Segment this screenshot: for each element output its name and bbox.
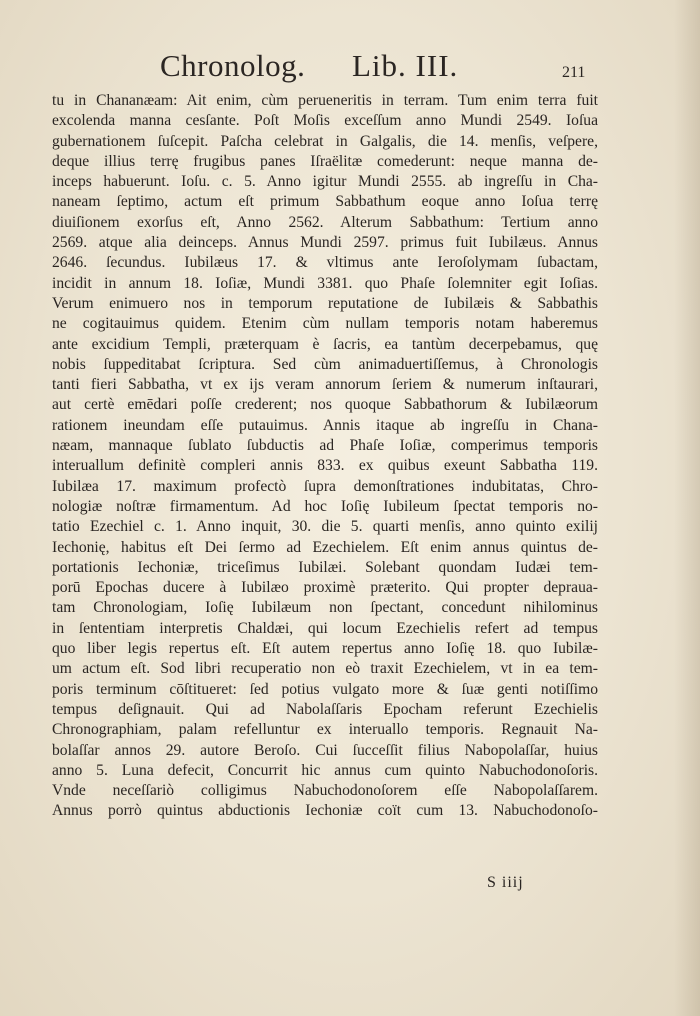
text-line: Vnde neceſſariò colligimus Nabuchodonoſorem eſſe Nabopolaſſarem.: [52, 782, 598, 800]
text-line: excolenda manna cesſante. Poſt Moſis exceſſum anno Mundi 2549. Ioſua: [52, 112, 598, 130]
text-line: Annus porrò quintus abductionis Iechoniæ coït cum 13. Nabuchodonoſo-: [52, 802, 598, 820]
page-number: 211: [562, 64, 586, 81]
text-line: incidit in annum 18. Ioſiæ, Mundi 3381. quo Phaſe ſolemniter egit Ioſias.: [52, 274, 598, 292]
text-line: poris terminum cōſtitueret: ſed potius vulgato more & ſuæ genti notiſſimo: [52, 680, 598, 698]
text-line: nologiæ noſtræ firmamentum. Ad hoc Ioſię Iubileum ſpectat temporis no-: [52, 497, 598, 515]
text-line: ne cogitauimus quidem. Etenim cùm nullam temporis notam haberemus: [52, 315, 598, 333]
text-line: porū Epochas ducere à Iubilæo proximè præterito. Qui propter deprauа-: [52, 579, 598, 597]
running-title: Chronolog.: [160, 48, 306, 83]
text-line: deque illius terrę frugibus panes Iſraëlitæ comederunt: neque manna de-: [52, 152, 598, 170]
text-line: aut certè emēdari poſſe crederent; nos quoque Sabbathorum & Iubilæorum: [52, 396, 598, 414]
text-line: bolaſſar annos 29. autore Beroſo. Cui ſucceſſit filius Nabopolaſſar, huius: [52, 741, 598, 759]
text-line: 2569. atque alia deinceps. Annus Mundi 2597. primus fuit Iubilæus. Annus: [52, 234, 598, 252]
text-line: anno 5. Luna defecit, Concurrit hic annus cum quinto Nabuchodonoſoris.: [52, 761, 598, 779]
text-line: interuallum definitè compleri annis 833. ex quibus exeunt Sabbatha 119.: [52, 457, 598, 475]
text-line: inceps habuerunt. Ioſu. c. 5. Anno igitur Mundi 2555. ab ingreſſu in Cha-: [52, 173, 598, 191]
text-line: rationem ineundam eſſe putauimus. Annis itaque ab ingreſſu in Chana-: [52, 416, 598, 434]
text-line: gubernationem ſuſcepit. Paſcha celebrat in Galgalis, die 14. menſis, veſpere,: [52, 132, 598, 150]
text-line: Iubilæa 17. maximum profectò ſupra demonſtrationes indubitatas, Chro-: [52, 477, 598, 495]
text-line: tu in Chananæam: Ait enim, cùm perueneritis in terram. Tum enim terra fuit: [52, 92, 598, 109]
text-line: tempus deſignauit. Qui ad Nabolaſſaris Epocham referunt Ezechielis: [52, 700, 598, 718]
book-number: Lib. III.: [352, 48, 459, 83]
text-line: in ſententiam interpretis Chaldæi, qui locum Ezechielis refert ad tempus: [52, 619, 598, 637]
signature-mark: S iiij: [487, 874, 524, 891]
text-line: tam Chronologiam, Ioſię Iubilæum non ſpectant, concedunt nihilominus: [52, 599, 598, 617]
text-line: tanti fieri Sabbatha, vt ex ijs veram annorum ſeriem & numerum inſtaurari,: [52, 376, 598, 394]
text-line: naneam ſeptimo, actum eſt primum Sabbathum eoque anno Ioſua terrę: [52, 193, 598, 211]
text-line: næam, mannaque ſublato ſubductis ad Phaſe Ioſiæ, comperimus temporis: [52, 437, 598, 455]
text-line: Verum enimuero nos in temporum reputatione de Iubilæis & Sabbathis: [52, 294, 598, 312]
text-line: 2646. ſecundus. Iubilæus 17. & vltimus ante Ieroſolymam ſubactam,: [52, 254, 598, 272]
text-line: diuiſionem exorſus eſt, Anno 2562. Alterum Sabbathum: Tertium anno: [52, 213, 598, 231]
text-line: ante excidium Templi, præterquam è ſacris, ea tantùm decerpebamus, quę: [52, 335, 598, 353]
text-line: portationis Iechoniæ, triceſimus Iubilæi. Solebant quondam Iudæi tem-: [52, 558, 598, 576]
page-edge-shadow: [674, 0, 700, 1016]
text-line: Iechonię, habitus eſt Dei ſermo ad Ezechielem. Eſt enim annus quintus de-: [52, 538, 598, 556]
text-line: Chronographiam, palam refelluntur ex interuallo temporis. Regnauit Na-: [52, 721, 598, 739]
page-header: [158, 48, 598, 88]
text-line: quo liber legis repertus eſt. Eſt autem repertus anno Ioſię 18. quo Iubilæ-: [52, 640, 598, 658]
text-line: nobis ſuppeditabat ſcriptura. Sed cùm animaduertiſſemus, à Chronologis: [52, 355, 598, 373]
body-text: [52, 91, 598, 822]
text-line: um actum eſt. Sod libri recuperatio non eò traxit Ezechielem, vt in ea tem-: [52, 660, 598, 678]
text-line: tatio Ezechiel c. 1. Anno inquit, 30. die 5. quarti menſis, anno quinto exilij: [52, 518, 598, 536]
